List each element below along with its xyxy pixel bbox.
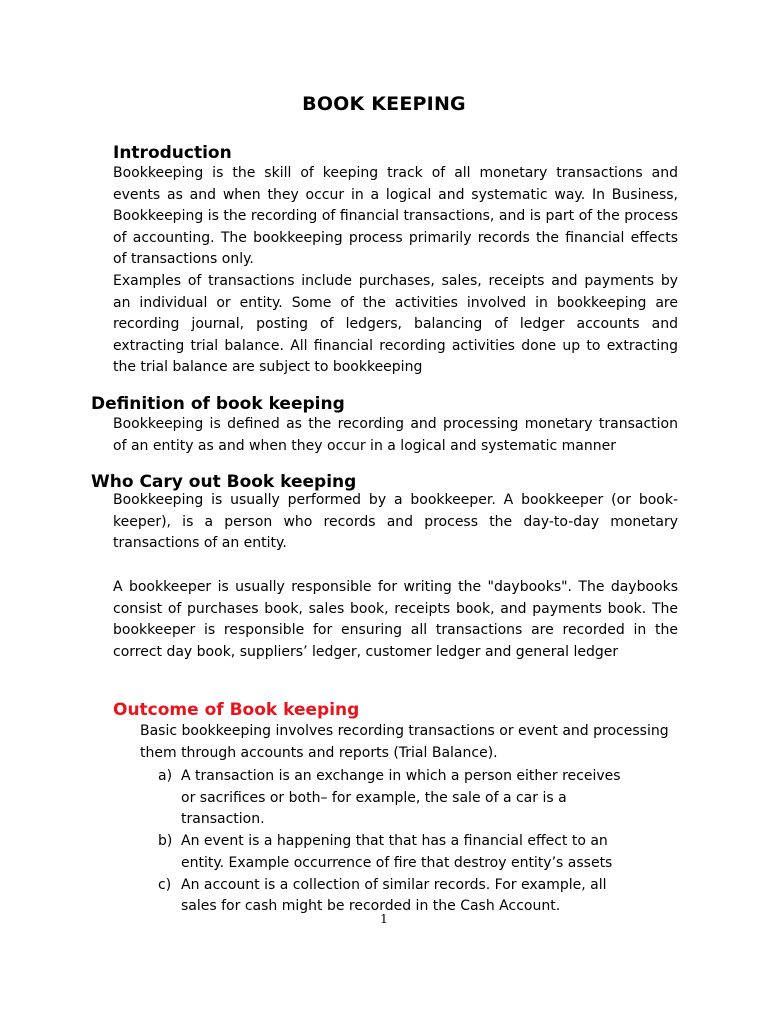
list-marker: b) <box>158 833 173 849</box>
introduction-heading: Introduction <box>113 143 232 163</box>
list-item-text: An account is a collection of similar records. For example, all sales for cash might be recorded in the Cash Account. <box>181 876 607 914</box>
who-paragraph-2: A bookkeeper is usually responsible for writing the "daybooks". The daybooks consist of purchases book, sales book, receipts book, and payments book. The bookkeeper is responsible for ensuring all transactions are recorded in the correct day book, suppliers’ ledger, customer ledger and general ledger <box>113 579 678 660</box>
list-marker: a) <box>158 768 173 784</box>
outcome-list <box>158 766 638 918</box>
definition-paragraph: Bookkeeping is defined as the recording and processing monetary transaction of an entity as and when they occur in a logical and systematic manner <box>113 416 678 454</box>
introduction-paragraph-2: Examples of transactions include purchases, sales, receipts and payments by an individual or entity. Some of the activities involved in bookkeeping are recording journal, posting of ledgers, balancing of ledger accounts and extracting trial balance. All financial recording activities done up to extracting the trial balance are subject to bookkeeping <box>113 273 678 375</box>
list-item-text: A transaction is an exchange in which a person either receives or sacrifices or both– for example, the sale of a car is a transaction. <box>181 768 621 827</box>
page-number: 1 <box>380 912 388 926</box>
definition-heading: Definition of book keeping <box>91 394 345 414</box>
who-paragraph-1: Bookkeeping is usually performed by a bookkeeper. A bookkeeper (or book-keeper), is a person who records and process the day-to-day monetary transactions of an entity. <box>113 492 678 551</box>
document-title: BOOK KEEPING <box>302 93 466 115</box>
list-marker: c) <box>158 876 172 893</box>
list-item <box>158 831 638 874</box>
who-heading: Who Cary out Book keeping <box>91 472 357 492</box>
introduction-paragraph-1: Bookkeeping is the skill of keeping track of all monetary transactions and events as and when they occur in a logical and systematic way. In Business, Bookkeeping is the recording of financial transactions, and is part of the process of accounting. The bookkeeping process primarily records the financial effects of transactions only. <box>113 165 678 267</box>
outcome-heading: Outcome of Book keeping <box>113 700 360 720</box>
list-item-text: An event is a happening that that has a financial effect to an entity. Example occurrence of fire that destroy entity’s assets <box>181 833 613 871</box>
outcome-paragraph: Basic bookkeeping involves recording transactions or event and processing them through accounts and reports (Trial Balance). <box>140 723 669 761</box>
list-item <box>158 766 638 831</box>
